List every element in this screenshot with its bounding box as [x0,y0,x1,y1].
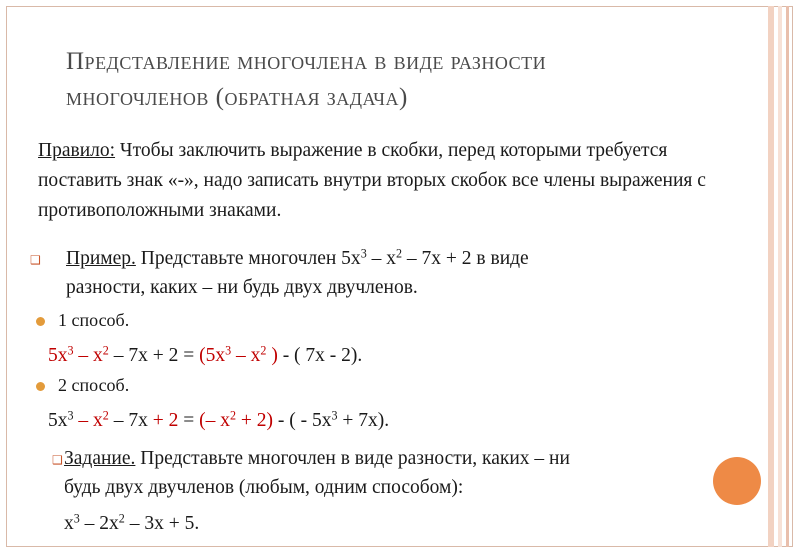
formula-part: 5x [48,410,68,431]
formula-part: (5x [199,345,226,366]
example-line-1 [66,244,529,273]
rule-text: Чтобы заключить выражение в скобки, перед которыми требуется поставить знак «-», надо записать внутри вторых скобок все члены выражения с противоположными знаками. [38,140,706,221]
formula-part: - ( - 5x [273,410,332,431]
task-text: Представьте многочлен в виде разности, каких – ни [135,448,570,469]
exponent: 3 [73,511,80,526]
task-formula [64,509,199,538]
method-1-label: 1 способ. [58,310,130,330]
formula-part: – x [73,410,103,431]
formula-part: = [178,410,200,431]
task-line-2: будь двух двучленов (любым, одним способом): [64,477,464,498]
exponent: 3 [67,343,74,358]
exponent: 2 [118,511,125,526]
exponent: 2 [395,246,403,261]
exponent: 3 [225,343,232,358]
example-text: Представьте многочлен 5x [135,248,361,269]
bullet-dot-icon [36,317,45,326]
rule-paragraph [38,136,738,226]
example-line-2: разности, каких – ни будь двух двучленов. [66,277,418,298]
task-label: Задание. [64,448,136,469]
example-label: Пример. [66,248,136,269]
decor-strip [778,6,782,547]
exponent: 2 [229,408,237,423]
formula-part: – x [73,345,103,366]
formula-part: + 2 [152,410,179,431]
example-text: – x [366,248,396,269]
method-1-formula [48,341,362,370]
decor-circle [713,457,761,505]
formula-part: – 7x [108,410,153,431]
decor-strip [768,6,774,547]
title-line-1: Представление многочлена в виде разности [66,48,547,75]
formula-part: - ( 7x - 2). [277,345,363,366]
formula-part: 5x [48,345,68,366]
exponent: 2 [102,343,109,358]
method-2-formula [48,406,389,435]
formula-part: x [64,513,74,534]
arrow-bullet-icon: ❑ [30,253,41,267]
slide-title [66,44,706,116]
exponent: 3 [360,246,367,261]
formula-part: (– x [199,410,230,431]
formula-part: + 2) [236,410,274,431]
task-line-1 [64,444,570,473]
arrow-bullet-icon: ❑ [52,453,63,467]
bullet-dot-icon [36,382,45,391]
exponent: 2 [260,343,267,358]
formula-part: ) [266,345,278,366]
exponent: 2 [102,408,109,423]
exponent: 3 [331,408,338,423]
formula-part: – x [231,345,261,366]
formula-part: – 7x + 2 = [108,345,200,366]
exponent: 3 [67,408,74,423]
decor-strip [786,6,789,547]
formula-part: – 3x + 5. [124,513,200,534]
rule-label: Правило: [38,140,116,161]
formula-part: – 2x [79,513,119,534]
example-text: – 7x + 2 в виде [402,248,529,269]
method-2-label: 2 способ. [58,375,130,395]
formula-part: + 7x). [337,410,390,431]
title-line-2: многочленов (обратная задача) [66,84,408,111]
